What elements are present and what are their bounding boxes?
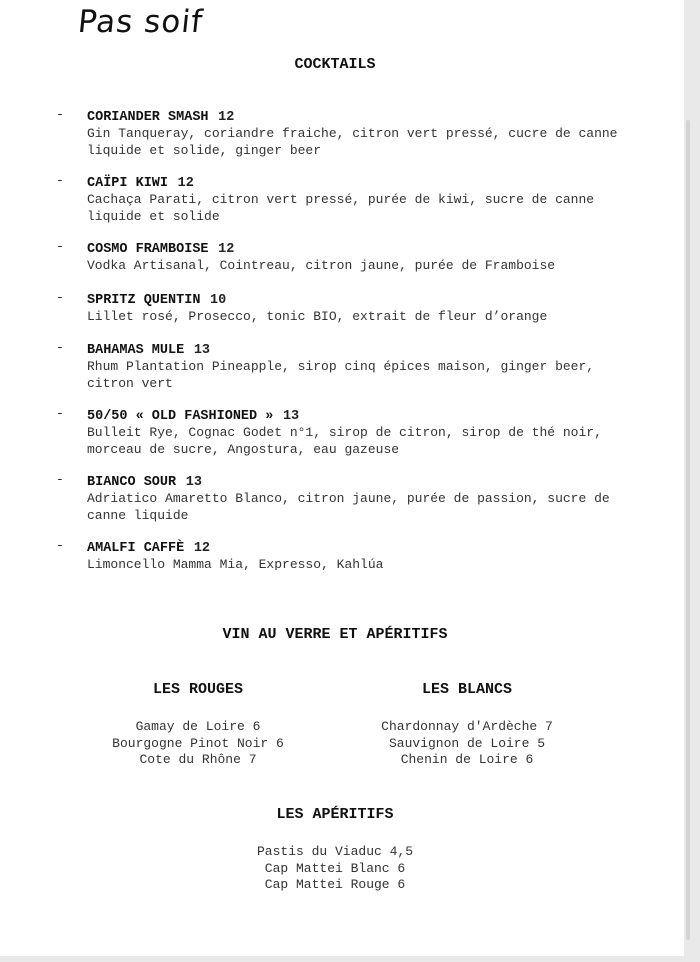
cocktail-price: 12 <box>218 110 235 125</box>
cocktail-name: AMALFI CAFFÈ <box>87 541 185 556</box>
aperitifs-list <box>185 844 485 894</box>
cocktail-description: Adriatico Amaretto Blanco, citron jaune, purée de passion, sucre de canne liquide <box>87 491 610 523</box>
cocktail-price: 12 <box>193 541 211 556</box>
cocktail-price: 12 <box>177 176 194 191</box>
cocktail-list <box>56 107 646 572</box>
cocktail-item <box>56 472 646 522</box>
cocktail-header <box>87 107 646 126</box>
cocktail-item <box>56 406 646 456</box>
cocktail-description: Gin Tanqueray, coriandre fraiche, citron vert pressé, cucre de canne liquide et solide, ginger beer <box>87 126 618 158</box>
cocktail-item <box>56 239 646 274</box>
list-dash: - <box>56 239 64 254</box>
cocktail-header <box>87 406 646 425</box>
cocktail-item <box>56 107 646 157</box>
wine-section-heading: VIN AU VERRE ET APÉRITIFS <box>222 626 448 643</box>
list-dash: - <box>56 290 64 305</box>
cocktail-item <box>56 290 646 324</box>
list-dash: - <box>56 107 64 122</box>
cocktail-name: 50/50 « OLD FASHIONED » <box>87 409 274 424</box>
cocktail-name: CORIANDER SMASH <box>87 110 209 125</box>
list-dash: - <box>56 340 64 355</box>
list-item: Chardonnay d'Ardèche 7 <box>381 719 553 734</box>
cocktail-header <box>87 538 646 557</box>
cocktail-header <box>87 239 646 258</box>
cocktail-item <box>56 173 646 223</box>
cocktail-name: CAÏPI KIWI <box>87 176 169 191</box>
cocktail-price: 13 <box>193 343 211 358</box>
list-dash: - <box>56 173 64 188</box>
cocktail-description: Lillet rosé, Prosecco, tonic BIO, extrait de fleur d’orange <box>87 309 548 324</box>
scrollbar[interactable] <box>686 120 690 940</box>
cocktail-price: 12 <box>218 242 235 257</box>
list-item: Pastis du Viaduc 4,5 <box>256 844 414 859</box>
cocktail-price: 13 <box>282 409 300 424</box>
whites-list <box>357 719 577 769</box>
aperitifs-heading: LES APÉRITIFS <box>276 806 394 823</box>
cocktail-price: 13 <box>185 475 202 490</box>
cocktail-description: Rhum Plantation Pineapple, sirop cinq épices maison, ginger beer, citron vert <box>87 359 595 391</box>
list-item: Chenin de Loire 6 <box>400 752 534 767</box>
whites-heading: LES BLANCS <box>421 681 512 698</box>
list-item: Cote du Rhône 7 <box>139 752 257 767</box>
cocktail-header <box>87 290 646 309</box>
cocktail-name: SPRITZ QUENTIN <box>87 293 201 308</box>
list-dash: - <box>56 406 64 421</box>
cocktail-description: Limoncello Mamma Mia, Expresso, Kahlúa <box>87 557 384 570</box>
list-item: Sauvignon de Loire 5 <box>388 735 546 751</box>
list-item: Cap Mattei Blanc 6 <box>264 860 406 876</box>
cocktail-item <box>56 340 646 390</box>
cocktail-price: 10 <box>210 293 227 308</box>
reds-list <box>88 719 308 769</box>
cocktail-description: Bulleit Rye, Cognac Godet n°1, sirop de citron, sirop de thé noir, morceau de sucre, Angostura, eau gazeuse <box>87 425 602 457</box>
list-dash: - <box>56 538 64 553</box>
cocktail-header <box>87 472 646 491</box>
list-item: Cap Mattei Rouge 6 <box>264 877 406 892</box>
cocktail-description: Cachaça Parati, citron vert pressé, purée de kiwi, sucre de canne liquide et solide <box>87 192 595 224</box>
reds-heading: LES ROUGES <box>152 681 243 698</box>
cocktail-name: BAHAMAS MULE <box>87 343 185 358</box>
cocktail-header <box>87 340 646 359</box>
cocktail-description: Vodka Artisanal, Cointreau, citron jaune, purée de Framboise <box>87 258 556 273</box>
cocktail-name: COSMO FRAMBOISE <box>87 242 209 257</box>
menu-title: Pas soif <box>76 4 205 40</box>
cocktail-name: BIANCO SOUR <box>87 475 177 490</box>
list-item: Gamay de Loire 6 <box>135 719 261 734</box>
list-dash: - <box>56 472 64 487</box>
cocktails-heading: COCKTAILS <box>294 56 376 73</box>
list-item: Bourgogne Pinot Noir 6 <box>112 735 284 751</box>
cocktail-item <box>56 538 646 572</box>
cocktail-header <box>87 173 646 192</box>
